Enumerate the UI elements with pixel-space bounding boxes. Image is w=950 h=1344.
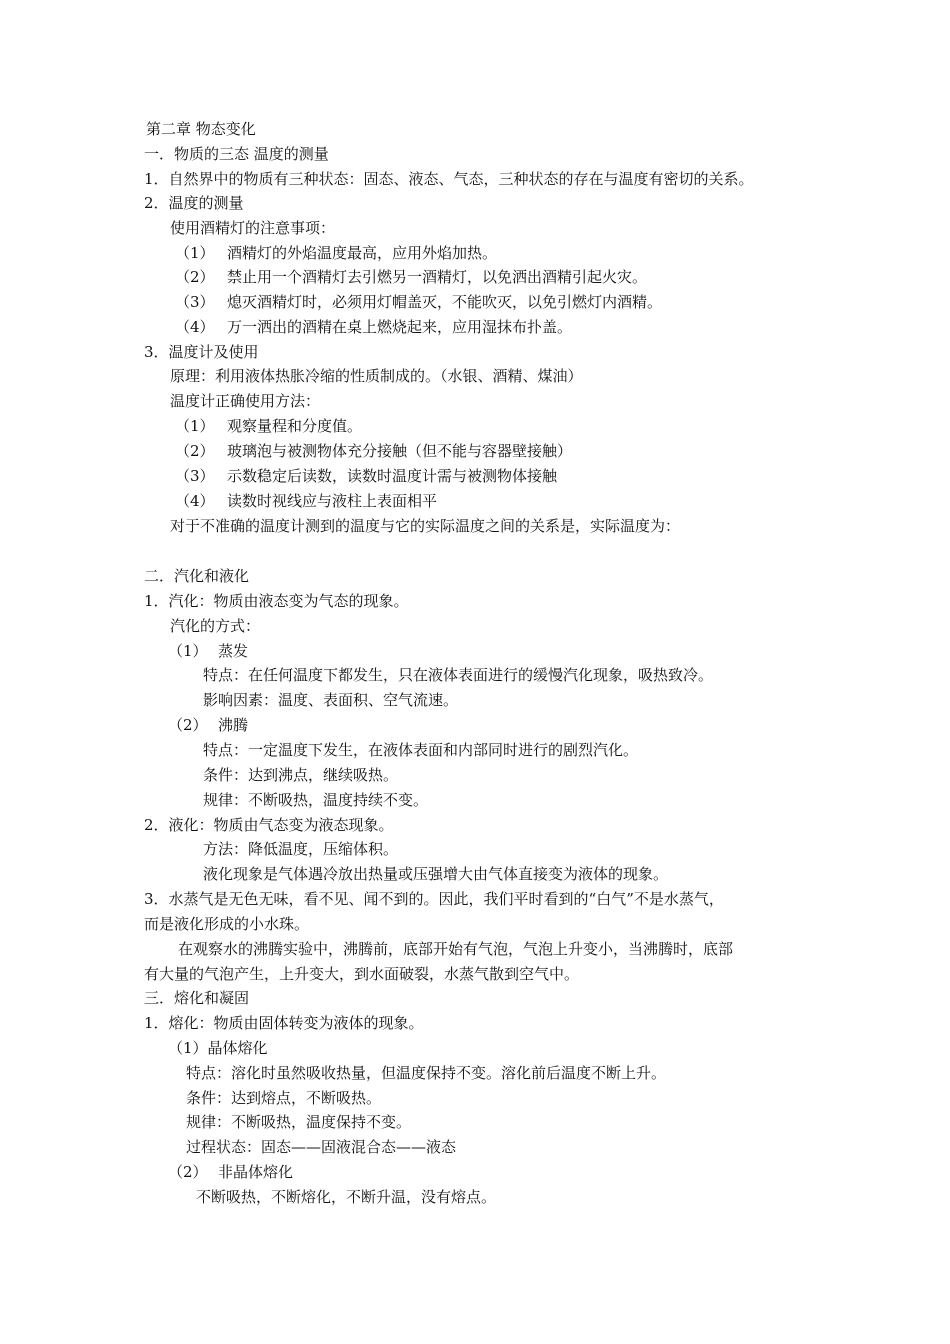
lamp-item <box>175 318 572 336</box>
item-text: 蒸发 <box>218 642 249 660</box>
paragraph-1-3: 3．温度计及使用 <box>144 343 259 361</box>
item-number: （1） <box>175 417 215 435</box>
thermometer-item <box>175 442 572 460</box>
paragraph-1-2: 2．温度的测量 <box>144 194 244 212</box>
lamp-intro: 使用酒精灯的注意事项： <box>170 219 336 237</box>
item-number: （3） <box>175 467 215 485</box>
crystal-melting-title: （1）晶体熔化 <box>168 1039 268 1057</box>
item-number: （1） <box>168 642 208 660</box>
paragraph-1-1: 1．自然界中的物质有三种状态：固态、液态、气态，三种状态的存在与温度有密切的关系。 <box>144 170 754 188</box>
section-3-heading: 三．熔化和凝固 <box>144 989 250 1007</box>
boiling-feature: 特点：一定温度下发生，在液体表面和内部同时进行的剧烈汽化。 <box>203 741 639 759</box>
section-2-heading: 二．汽化和液化 <box>144 567 250 585</box>
item-number: （4） <box>175 492 215 510</box>
item-text: 万一洒出的酒精在桌上燃烧起来，应用湿抹布扑盖。 <box>227 318 573 336</box>
thermometer-item <box>175 417 362 435</box>
boiling-observation-line-1: 在观察水的沸腾实验中，沸腾前，底部开始有气泡，气泡上升变小，当沸腾时，底部 <box>178 940 734 958</box>
item-text: 熄灭酒精灯时，必须用灯帽盖灭，不能吹灭，以免引燃灯内酒精。 <box>227 293 663 311</box>
item-text: 沸腾 <box>218 716 249 734</box>
lamp-item <box>175 268 647 286</box>
thermometer-principle: 原理：利用液体热胀冷缩的性质制成的。（水银、酒精、煤油） <box>170 367 583 385</box>
thermometer-intro: 温度计正确使用方法： <box>170 392 321 410</box>
liquefaction-phenomenon: 液化现象是气体遇冷放出热量或压强增大由气体直接变为液体的现象。 <box>203 865 669 883</box>
evaporation-factors: 影响因素：温度、表面积、空气流速。 <box>203 691 459 709</box>
item-text: 非晶体熔化 <box>218 1163 294 1181</box>
evaporation-feature: 特点：在任何温度下都发生，只在液体表面进行的缓慢汽化现象，吸热致冷。 <box>203 666 714 684</box>
item-number: （1） <box>175 244 215 262</box>
boiling-title <box>168 716 248 734</box>
item-text: 观察量程和分度值。 <box>227 417 363 435</box>
chapter-title: 第二章 物态变化 <box>146 120 256 138</box>
paragraph-2-2: 2．液化：物质由气态变为液态现象。 <box>144 816 394 834</box>
section-1-heading: 一．物质的三态 温度的测量 <box>144 145 329 163</box>
thermometer-item <box>175 492 437 510</box>
item-number: （3） <box>175 293 215 311</box>
item-text: 禁止用一个酒精灯去引燃另一酒精灯，以免洒出酒精引起火灾。 <box>227 268 648 286</box>
item-number: （4） <box>175 318 215 336</box>
paragraph-2-3-line-1: 3．水蒸气是无色无味，看不见、闻不到的。因此，我们平时看到的“白气”不是水蒸气， <box>144 890 724 908</box>
noncrystal-description: 不断吸热，不断熔化，不断升温，没有熔点。 <box>196 1188 497 1206</box>
item-number: （2） <box>168 716 208 734</box>
liquefaction-method: 方法：降低温度，压缩体积。 <box>203 840 399 858</box>
crystal-process: 过程状态：固态——固液混合态——液态 <box>186 1138 457 1156</box>
lamp-item <box>175 293 662 311</box>
boiling-observation-line-2: 有大量的气泡产生，上升变大，到水面破裂，水蒸气散到空气中。 <box>144 965 580 983</box>
paragraph-3-1: 1．熔化：物质由固体转变为液体的现象。 <box>144 1014 424 1032</box>
item-text: 示数稳定后读数，读数时温度计需与被测物体接触 <box>227 467 558 485</box>
noncrystal-melting-title <box>168 1163 293 1181</box>
item-number: （2） <box>168 1163 208 1181</box>
inaccurate-thermometer-note: 对于不准确的温度计测到的温度与它的实际温度之间的关系是，实际温度为： <box>170 517 681 535</box>
paragraph-2-3-line-2: 而是液化形成的小水珠。 <box>144 915 310 933</box>
lamp-item <box>175 244 497 262</box>
item-text: 玻璃泡与被测物体充分接触（但不能与容器壁接触） <box>227 442 573 460</box>
item-text: 酒精灯的外焰温度最高，应用外焰加热。 <box>227 244 498 262</box>
boiling-rule: 规律：不断吸热，温度持续不变。 <box>203 791 429 809</box>
crystal-rule: 规律：不断吸热，温度保持不变。 <box>186 1113 412 1131</box>
vaporization-ways: 汽化的方式： <box>170 617 261 635</box>
item-text: 读数时视线应与液柱上表面相平 <box>227 492 438 510</box>
boiling-condition: 条件：达到沸点，继续吸热。 <box>203 766 399 784</box>
item-number: （2） <box>175 268 215 286</box>
thermometer-item <box>175 467 557 485</box>
crystal-condition: 条件：达到熔点，不断吸热。 <box>186 1089 382 1107</box>
paragraph-2-1: 1．汽化：物质由液态变为气态的现象。 <box>144 592 409 610</box>
evaporation-title <box>168 642 248 660</box>
item-number: （2） <box>175 442 215 460</box>
crystal-feature: 特点：溶化时虽然吸收热量，但温度保持不变。溶化前后温度不断上升。 <box>186 1064 667 1082</box>
